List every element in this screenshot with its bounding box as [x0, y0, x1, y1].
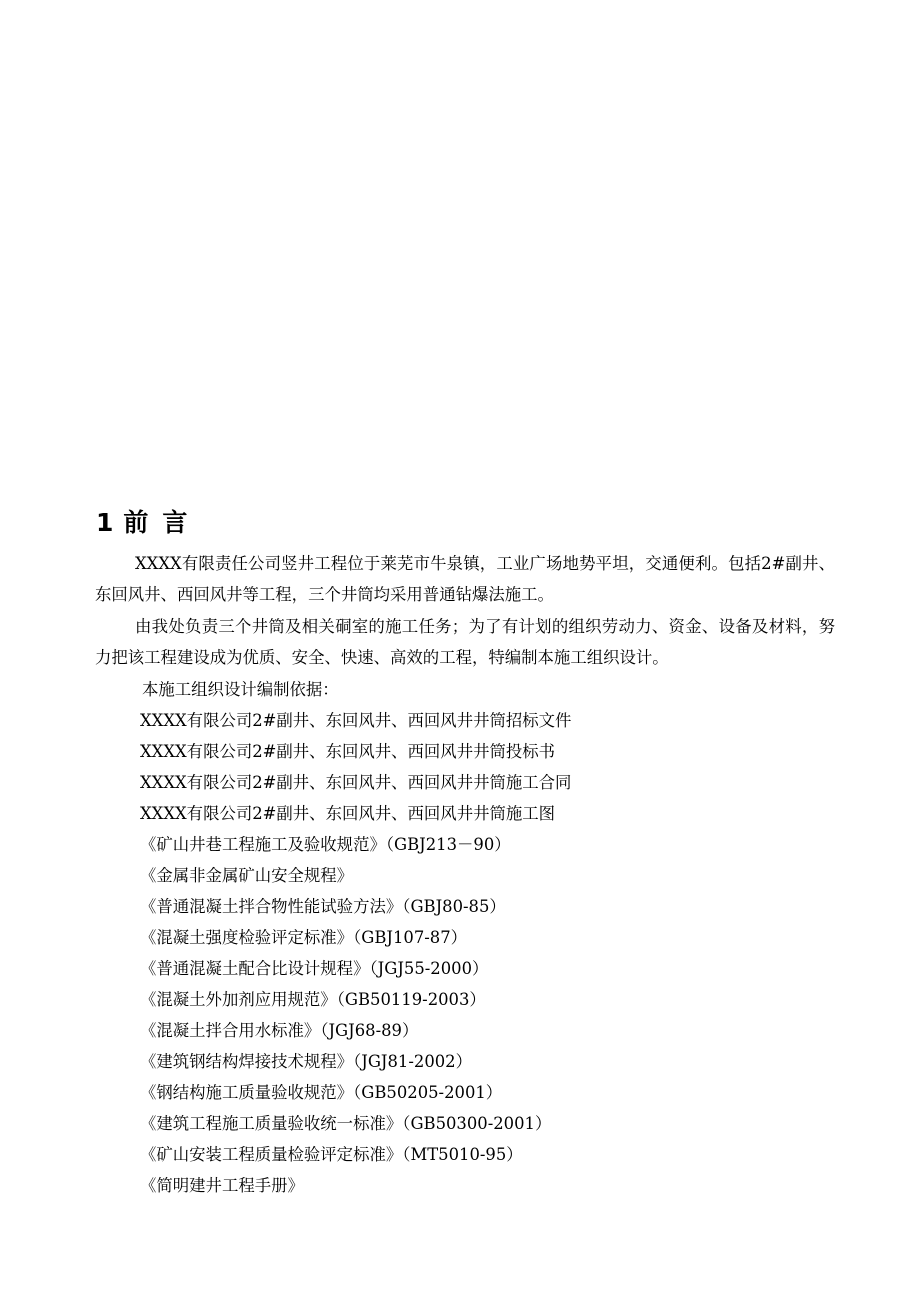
- basis-intro: 本施工组织设计编制依据：: [142, 680, 339, 699]
- basis-item: 《混凝土外加剂应用规范》（GB50119-2003）: [140, 990, 486, 1009]
- basis-item: 《混凝土拌合用水标准》（JGJ68-89）: [140, 1021, 419, 1040]
- intro-paragraph: XXXX有限责任公司竖井工程位于莱芜市牛泉镇，工业广场地势平坦，交通便利。包括2#副井、东回风井、西回风井等工程，三个井筒均采用普通钻爆法施工。: [95, 554, 835, 604]
- section-title: 前言: [123, 508, 202, 537]
- basis-item: 《建筑钢结构焊接技术规程》（JGJ81-2002）: [140, 1052, 473, 1071]
- basis-item: XXXX有限公司2#副井、东回风井、西回风井井筒施工图: [140, 804, 556, 823]
- task-paragraph: 由我处负责三个井筒及相关硐室的施工任务；为了有计划的组织劳动力、资金、设备及材料，努力把该工程建设成为优质、安全、快速、高效的工程，特编制本施工组织设计。: [95, 617, 835, 667]
- basis-item: 《金属非金属矿山安全规程》: [140, 866, 354, 885]
- basis-item: 《建筑工程施工质量验收统一标准》（GB50300-2001）: [140, 1114, 552, 1133]
- basis-item: 《矿山安装工程质量检验评定标准》（MT5010-95）: [140, 1145, 523, 1164]
- basis-item: 《钢结构施工质量验收规范》（GB50205-2001）: [140, 1083, 503, 1102]
- basis-list: [140, 674, 840, 1201]
- basis-item: XXXX有限公司2#副井、东回风井、西回风井井筒施工合同: [140, 773, 572, 792]
- basis-item: 《混凝土强度检验评定标准》（GBJ107-87）: [140, 928, 468, 947]
- basis-item: XXXX有限公司2#副井、东回风井、西回风井井筒招标文件: [140, 711, 572, 730]
- basis-item: 《矿山井巷工程施工及验收规范》（GBJ213－90）: [140, 835, 511, 854]
- basis-item: 《普通混凝土拌合物性能试验方法》（GBJ80-85）: [140, 897, 506, 916]
- basis-item: 《简明建井工程手册》: [140, 1176, 304, 1195]
- section-number: 1: [96, 508, 114, 537]
- basis-item: XXXX有限公司2#副井、东回风井、西回风井井筒投标书: [140, 742, 556, 761]
- basis-item: 《普通混凝土配合比设计规程》（JGJ55-2000）: [140, 959, 489, 978]
- section-heading: [96, 506, 201, 540]
